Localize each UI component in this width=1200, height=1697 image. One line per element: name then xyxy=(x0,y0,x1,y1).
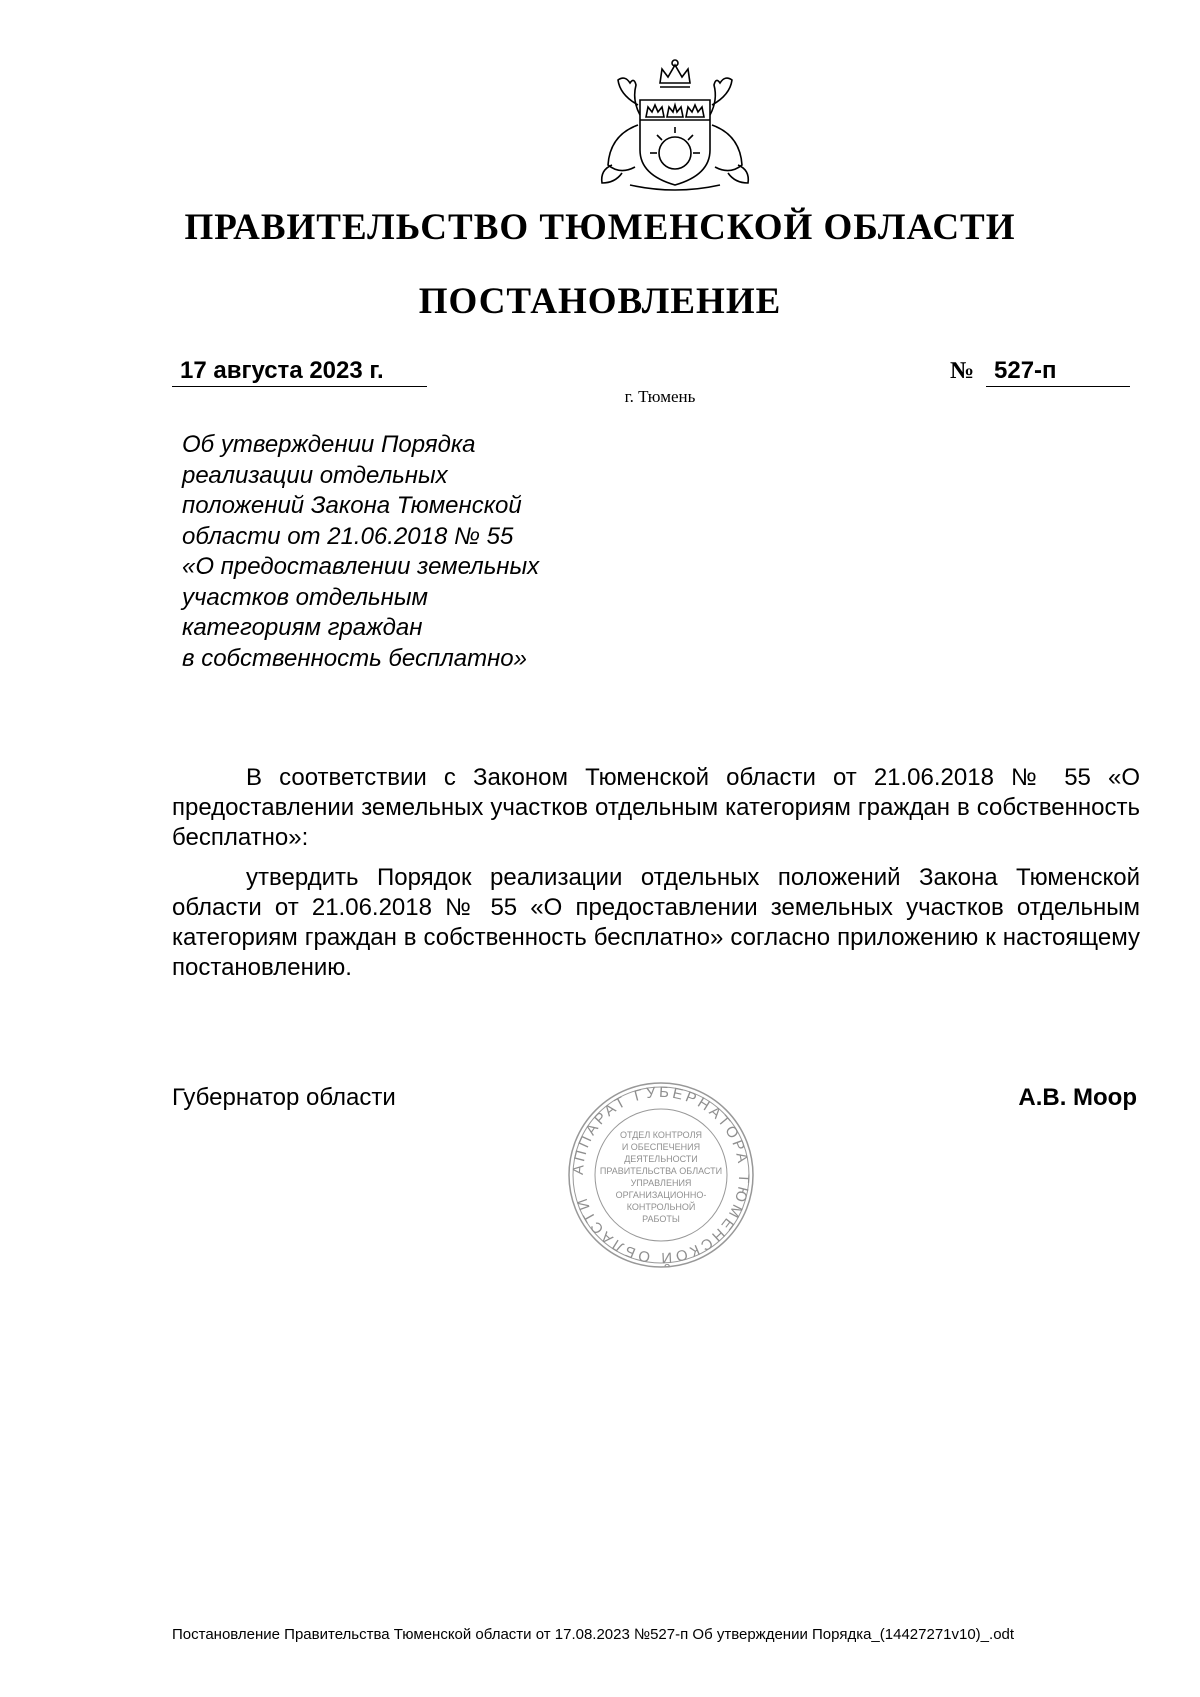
subject-line: реализации отдельных xyxy=(182,461,448,489)
footer-filename: Постановление Правительства Тюменской области от 17.08.2023 №527-п Об утверждении Порядка_(14427271v10)_.odt xyxy=(172,1626,1015,1643)
body-paragraph-decision: утвердить Порядок реализации отдельных положений Закона Тюменской области от 21.06.2018 № 55 «О предоставлении земельных участков отдельным категориям граждан в собственность бесплатно» согласно приложению к настоящему постановлению. xyxy=(172,864,1140,981)
stamp-inner-line: ОРГАНИЗАЦИОННО- xyxy=(615,1190,707,1200)
official-stamp-icon xyxy=(566,1080,756,1270)
subject-line: области от 21.06.2018 № 55 xyxy=(182,522,514,550)
body-paragraph-basis: В соответствии с Законом Тюменской области от 21.06.2018 № 55 «О предоставлении земельных участков отдельным категориям граждан в собственность бесплатно»: xyxy=(172,764,1140,851)
stamp-inner-line: ПРАВИТЕЛЬСТВА ОБЛАСТИ xyxy=(599,1166,723,1176)
subject-line: положений Закона Тюменской xyxy=(182,492,522,519)
document-date: 17 августа 2023 г. xyxy=(172,356,427,387)
stamp-inner-line: И ОБЕСПЕЧЕНИЯ xyxy=(621,1142,701,1152)
document-subject xyxy=(182,430,602,674)
subject-line: в собственность бесплатно» xyxy=(182,644,527,672)
subject-line: категориям граждан xyxy=(182,614,423,641)
stamp-inner-line: ОТДЕЛ КОНТРОЛЯ xyxy=(620,1130,702,1140)
stamp-inner-line: УПРАВЛЕНИЯ xyxy=(630,1178,692,1188)
number-sign: № xyxy=(950,358,975,384)
tyumen-coat-of-arms-icon xyxy=(590,55,760,195)
document-number-block xyxy=(950,356,1130,386)
document-type-title: ПОСТАНОВЛЕНИЕ xyxy=(418,281,782,322)
subject-line: Об утверждении Порядка xyxy=(182,431,476,458)
government-title: ПРАВИТЕЛЬСТВО ТЮМЕНСКОЙ ОБЛАСТИ xyxy=(184,207,1016,248)
subject-line: «О предоставлении земельных xyxy=(182,553,540,580)
document-body xyxy=(172,763,1140,993)
stamp-inner-line: РАБОТЫ xyxy=(642,1214,680,1224)
stamp-inner-line: ДЕЯТЕЛЬНОСТИ xyxy=(624,1154,698,1164)
signer-title: Губернатор области xyxy=(172,1084,396,1111)
document-city: г. Тюмень xyxy=(624,387,696,406)
subject-line: участков отдельным xyxy=(182,583,428,611)
stamp-inner-line: КОНТРОЛЬНОЙ xyxy=(626,1202,696,1212)
document-number: 527-п xyxy=(986,356,1130,387)
signer-name: А.В. Моор xyxy=(1018,1084,1137,1111)
stamp-outer-text: АППАРАТ ГУБЕРНАТОРА ТЮМЕНСКОЙ ОБЛАСТИ xyxy=(569,1083,753,1267)
